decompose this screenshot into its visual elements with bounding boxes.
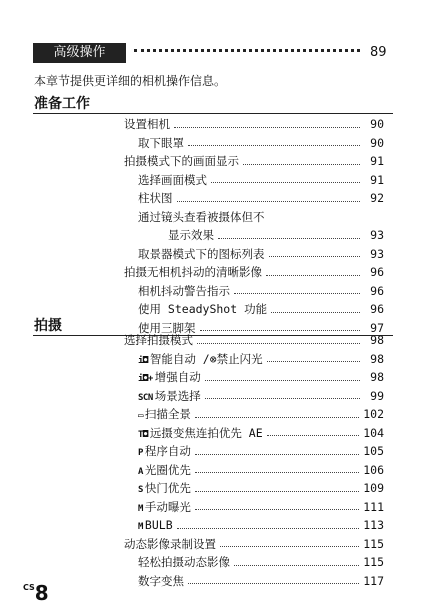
toc-entry-text: 智能自动 /⊗禁止闪光 [149,351,263,366]
toc-entry-label [168,227,214,243]
toc-entry-text: 拍摄模式下的画面显示 [124,154,239,168]
toc-page-number: 96 [370,283,384,298]
toc-page-number: 91 [370,172,384,187]
toc-entry-text: 扫描全景 [144,407,191,421]
leader-dots [211,172,360,183]
toc-entry-text: 远摄变焦连拍优先 AE [149,425,263,440]
leader-dots [269,246,361,257]
toc-entry-text: 场景选择 [154,388,201,403]
toc-entry-label [138,406,191,422]
toc-entry-label [138,135,184,151]
leader-dots [205,388,360,399]
toc-entry[interactable] [124,189,384,207]
toc-page-number: 97 [370,320,384,335]
toc-entry-text: 显示效果 [168,228,214,242]
mode-icon: P [138,448,143,458]
toc-page-number: 104 [363,425,384,440]
toc-page-number: 102 [363,407,384,421]
toc-entry-label [124,264,262,280]
chapter-label: 高级操作 [33,43,126,63]
toc-page-number: 98 [370,333,384,347]
toc-entry[interactable] [124,282,384,300]
leader-dots [197,333,360,344]
toc-entry-label [124,116,170,132]
toc-entry[interactable] [124,387,384,405]
toc-page-number: 111 [363,499,384,514]
toc-entry-text: 使用三脚架 [138,320,196,335]
toc-entry[interactable] [124,300,384,318]
toc-entry-text: 设置相机 [124,117,170,131]
leader-dots [177,518,360,529]
toc-page-number: 105 [363,444,384,458]
toc-entry-label [138,301,267,317]
leader-dots [267,425,360,436]
toc-entry-text: 轻松拍摄动态影像 [138,555,230,569]
toc-entry[interactable] [124,134,384,152]
chapter-page-number: 89 [370,45,387,60]
leader-dots [177,191,361,202]
mode-icon: M [138,503,143,514]
footer-prefix: CS [23,583,35,592]
toc-entry-label [138,554,230,570]
toc-page-number: 91 [370,154,384,168]
toc-entry-text: 取下眼罩 [138,135,184,150]
toc-page-number: 115 [363,536,384,551]
toc-page-number: 113 [363,518,384,532]
leader-dots [188,135,360,146]
toc-entry[interactable] [124,498,384,516]
toc-entry-text: 动态影像录制设置 [124,536,216,551]
toc-entry-label [138,246,265,262]
toc-page-number: 98 [370,351,384,366]
mode-icon: T◘ [138,429,148,440]
toc-entry[interactable] [124,553,384,571]
toc-entry[interactable] [124,171,384,189]
chapter-header [33,43,393,63]
toc-entry[interactable] [124,405,384,423]
toc-entry-text: 选择拍摄模式 [124,333,193,347]
section-heading [33,96,393,114]
footer-page-number: 8 [34,581,49,605]
toc-entry-text: 使用 SteadyShot 功能 [138,302,268,316]
toc-entry-label [138,209,265,225]
mode-icon: ▭ [138,411,143,421]
toc-entry[interactable] [124,152,384,170]
toc-entry-label [138,499,191,515]
toc-page-number: 92 [370,191,384,205]
toc-entry-text: 增强自动 [154,370,201,384]
leader-dots [195,444,359,455]
leader-dots [205,370,360,381]
leader-dots [195,499,359,510]
toc-entry-label [138,480,191,496]
toc-page-number: 93 [370,246,384,261]
toc-page-number: 109 [363,481,384,495]
toc-entry-label [138,172,207,188]
toc-entry[interactable] [124,424,384,442]
leader-dots [243,154,360,165]
toc-page-number: 115 [363,555,384,569]
toc-entry[interactable] [124,516,384,534]
toc-entry-text: 通过镜头查看被摄体但不 [138,209,265,224]
toc-entry[interactable] [124,245,384,263]
leader-dots [220,536,359,547]
toc-page-number: 93 [370,228,384,242]
toc-entry-label [138,518,173,532]
toc-entry-text: 拍摄无相机抖动的清晰影像 [124,265,262,279]
toc-page-number: 90 [370,117,384,131]
mode-icon: i◘ [138,355,148,366]
section-title: 拍摄 [34,318,62,334]
leader-dots [174,117,360,128]
leader-dots [267,351,360,362]
toc-entry[interactable] [124,535,384,553]
toc-entry[interactable] [124,350,384,368]
toc-entry-text: 程序自动 [144,444,191,458]
leader-dots [234,283,360,294]
section-title: 准备工作 [34,96,90,112]
toc-entry-label [138,190,173,206]
toc-entry-label [138,283,230,299]
toc-entry[interactable] [124,479,384,497]
toc-entry[interactable] [124,331,384,349]
leader-dots [195,481,359,492]
toc-entry-label [124,332,193,348]
leader-dots [195,462,359,473]
toc-entry-label [138,388,201,404]
mode-icon: A [138,466,143,477]
toc-entry-text: 取景器模式下的图标列表 [138,246,265,261]
mode-icon: i◘+ [138,374,153,384]
toc-page-number: 99 [370,388,384,403]
toc-entry[interactable] [124,226,384,244]
chapter-leader-dots [134,49,360,52]
leader-dots [269,210,361,220]
toc-entry-label [138,462,191,478]
toc-page-number: 106 [363,462,384,477]
toc-entry-label [124,153,239,169]
toc-entry-label [124,536,216,552]
toc-entry-label [138,369,201,385]
toc-entry-text: BULB [144,518,173,532]
toc-entry-label [138,443,191,459]
toc-page-number: 90 [370,135,384,150]
mode-icon: S [138,485,143,495]
toc-entry[interactable] [124,368,384,386]
toc-entry[interactable] [124,263,384,281]
toc-entry-text: 选择画面模式 [138,172,207,187]
leader-dots [195,407,359,418]
page-footer [23,583,49,604]
toc-page-number: 98 [370,370,384,384]
toc-entry[interactable] [124,115,384,133]
toc-entry[interactable] [124,572,384,590]
mode-icon: SCN [138,392,153,403]
mode-icon: M [138,522,143,532]
toc-entry[interactable] [124,442,384,460]
toc-entry-text: 光圈优先 [144,462,191,477]
leader-dots [266,265,360,276]
toc-entry-label [138,425,263,441]
toc-entry-label [138,573,184,589]
section-rule [33,113,393,114]
toc-entry[interactable] [124,208,384,226]
toc-entry[interactable] [124,461,384,479]
leader-dots [271,302,360,313]
leader-dots [218,228,360,239]
toc-page-number: 117 [363,573,384,588]
toc-entry-text: 相机抖动警告指示 [138,283,230,298]
toc-entry-text: 快门优先 [144,481,191,495]
toc-entry-text: 数字变焦 [138,573,184,588]
toc-entry-text: 柱状图 [138,191,173,205]
leader-dots [234,555,359,566]
intro-text: 本章节提供更详细的相机操作信息。 [34,74,227,88]
toc-page-number: 96 [370,265,384,279]
leader-dots [188,573,359,584]
toc-entry-label [138,351,263,367]
toc-page-number: 96 [370,302,384,316]
toc-entry-text: 手动曝光 [144,499,191,514]
